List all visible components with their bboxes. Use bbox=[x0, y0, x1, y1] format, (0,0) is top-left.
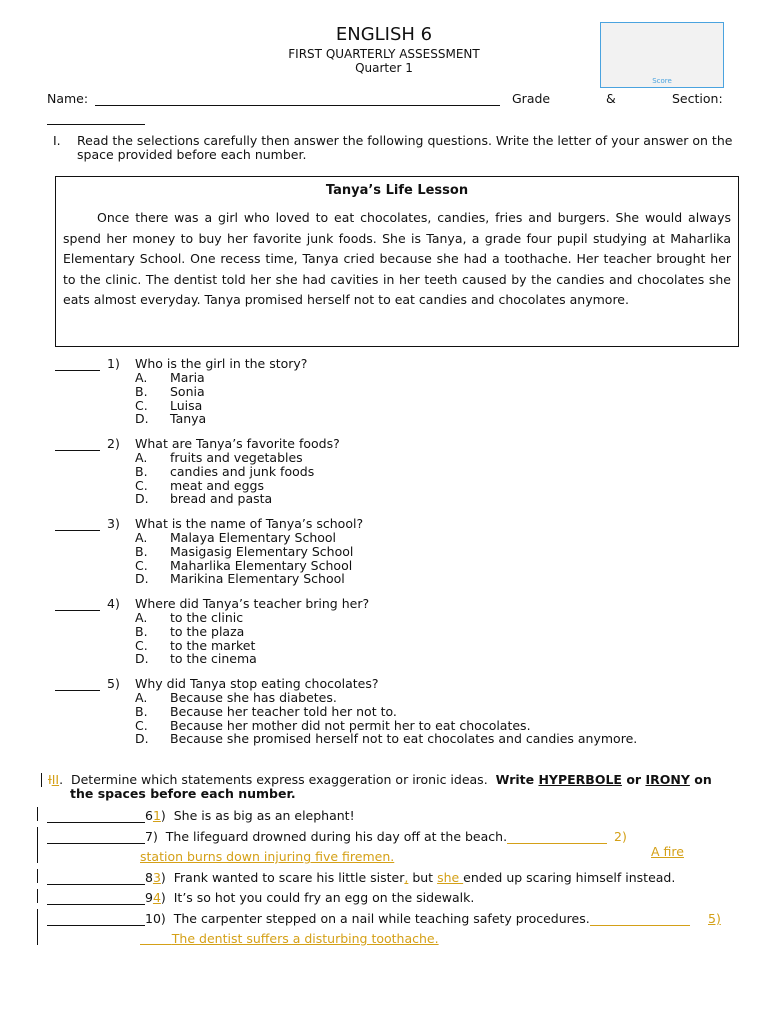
option-a: A. Malaya Elementary School bbox=[135, 530, 337, 545]
question-number: 5) bbox=[107, 676, 120, 691]
grade-label: Grade bbox=[512, 91, 551, 106]
option-a: A. to the clinic bbox=[135, 610, 244, 625]
item-7-insert-cont: station burns down injuring five firemen. bbox=[140, 849, 395, 864]
question-5 bbox=[55, 677, 755, 746]
question-1 bbox=[55, 357, 755, 426]
part1-instructions-line1: Read the selections carefully then answer the following questions. Write the letter of your answer on the bbox=[77, 133, 733, 148]
name-field[interactable] bbox=[95, 104, 500, 106]
answer-blank-10[interactable] bbox=[47, 924, 145, 926]
question-text: Where did Tanya’s teacher bring her? bbox=[135, 596, 370, 611]
option-b: B. to the plaza bbox=[135, 623, 245, 639]
name-label: Name: bbox=[47, 91, 89, 106]
section-field[interactable] bbox=[47, 123, 145, 125]
deleted-numeral: I bbox=[48, 772, 52, 787]
option-b: B. candies and junk foods bbox=[135, 463, 315, 479]
option-c: C. Because her mother did not permit her to eat chocolates. bbox=[135, 717, 531, 733]
assessment-subtitle: FIRST QUARTERLY ASSESSMENT bbox=[288, 47, 480, 61]
change-bar bbox=[37, 827, 38, 863]
item-text: She is as big as an elephant! bbox=[173, 808, 355, 823]
option-c: C. Maharlika Elementary School bbox=[135, 557, 353, 573]
option-a: A. fruits and vegetables bbox=[135, 450, 303, 465]
change-bar bbox=[37, 807, 38, 821]
answer-blank-6[interactable] bbox=[47, 821, 145, 823]
inserted-blank[interactable] bbox=[590, 924, 690, 926]
option-d: D. Tanya bbox=[135, 411, 207, 427]
change-bar bbox=[37, 909, 38, 945]
question-text: What is the name of Tanya’s school? bbox=[135, 516, 364, 531]
story-box bbox=[55, 176, 739, 347]
inserted-numeral: II bbox=[51, 772, 60, 787]
question-3 bbox=[55, 517, 755, 586]
option-d: D. bread and pasta bbox=[135, 491, 273, 507]
option-c: C. to the market bbox=[135, 637, 256, 653]
item-10: 10) The carpenter stepped on a nail while teaching safety procedures. 5) bbox=[47, 911, 727, 926]
option-b: B. Because her teacher told her not to. bbox=[135, 703, 397, 719]
option-b: B. Masigasig Elementary School bbox=[135, 543, 354, 559]
answer-blank-8[interactable] bbox=[47, 883, 145, 885]
score-box[interactable] bbox=[600, 22, 724, 88]
change-bar bbox=[37, 889, 38, 903]
ampersand: & bbox=[606, 91, 616, 106]
answer-blank-9[interactable] bbox=[47, 903, 145, 905]
quarter-label: Quarter 1 bbox=[355, 61, 413, 75]
inserted-blank[interactable] bbox=[507, 842, 607, 844]
option-a: A. Maria bbox=[135, 370, 205, 385]
option-d: D. Marikina Elementary School bbox=[135, 571, 345, 587]
part1-numeral: I. bbox=[53, 133, 61, 148]
item-6: 61) She is as big as an elephant! bbox=[47, 808, 727, 823]
part2-instructions: III. Determine which statements express exaggeration or ironic ideas. Write HYPERBOLE or IRONY on the spaces before each number. bbox=[48, 772, 712, 801]
section-label: Section: bbox=[672, 91, 723, 106]
option-d: D. Because she promised herself not to eat chocolates and candies anymore. bbox=[135, 731, 638, 747]
question-number: 1) bbox=[107, 356, 120, 371]
option-d: D. to the cinema bbox=[135, 651, 257, 667]
question-text: Who is the girl in the story? bbox=[135, 356, 308, 371]
question-number: 2) bbox=[107, 436, 120, 451]
item-7: 7) The lifeguard drowned during his day off at the beach. 2) A fire bbox=[47, 829, 727, 844]
answer-blank-7[interactable] bbox=[47, 842, 145, 844]
page-title: ENGLISH 6 bbox=[335, 24, 433, 45]
question-2 bbox=[55, 437, 755, 506]
part1-instructions-line2: space provided before each number. bbox=[77, 147, 307, 162]
question-text: What are Tanya’s favorite foods? bbox=[135, 436, 340, 451]
score-label: Score bbox=[652, 77, 672, 85]
item-text: It’s so hot you could fry an egg on the sidewalk. bbox=[173, 890, 475, 905]
question-number: 3) bbox=[107, 516, 120, 531]
change-bar bbox=[41, 773, 42, 787]
item-text: The lifeguard drowned during his day off at the beach. bbox=[165, 829, 508, 844]
option-c: C. meat and eggs bbox=[135, 477, 264, 493]
item-9: 94) It’s so hot you could fry an egg on the sidewalk. bbox=[47, 890, 727, 905]
story-title: Tanya’s Life Lesson bbox=[325, 183, 469, 198]
option-a: A. Because she has diabetes. bbox=[135, 690, 337, 705]
item-8: 83) Frank wanted to scare his little sister, but she ended up scaring himself instead. bbox=[47, 870, 727, 885]
option-b: B. Sonia bbox=[135, 383, 205, 399]
question-4 bbox=[55, 597, 755, 666]
inserted-text-a-fire: A fire bbox=[651, 844, 684, 859]
story-body: Once there was a girl who loved to eat chocolates, candies, fries and burgers. She would always spend her money to buy her favorite junk foods. She is Tanya, a grade four pupil studying at Maharlika Elementary School. One recess time, Tanya cried because she had a toothache. Her teacher brought her to the clinic. The dentist told her she had cavities in her teeth caused by the candies and chocolates she eats almost everyday. Tanya promised herself not to eat candies and chocolates anymore. bbox=[63, 210, 731, 308]
option-c: C. Luisa bbox=[135, 397, 203, 413]
question-text: Why did Tanya stop eating chocolates? bbox=[135, 676, 379, 691]
item-10-insert-cont: The dentist suffers a disturbing toothache. bbox=[171, 931, 439, 946]
change-bar bbox=[37, 869, 38, 883]
item-text: The carpenter stepped on a nail while teaching safety procedures. bbox=[173, 911, 590, 926]
question-number: 4) bbox=[107, 596, 120, 611]
